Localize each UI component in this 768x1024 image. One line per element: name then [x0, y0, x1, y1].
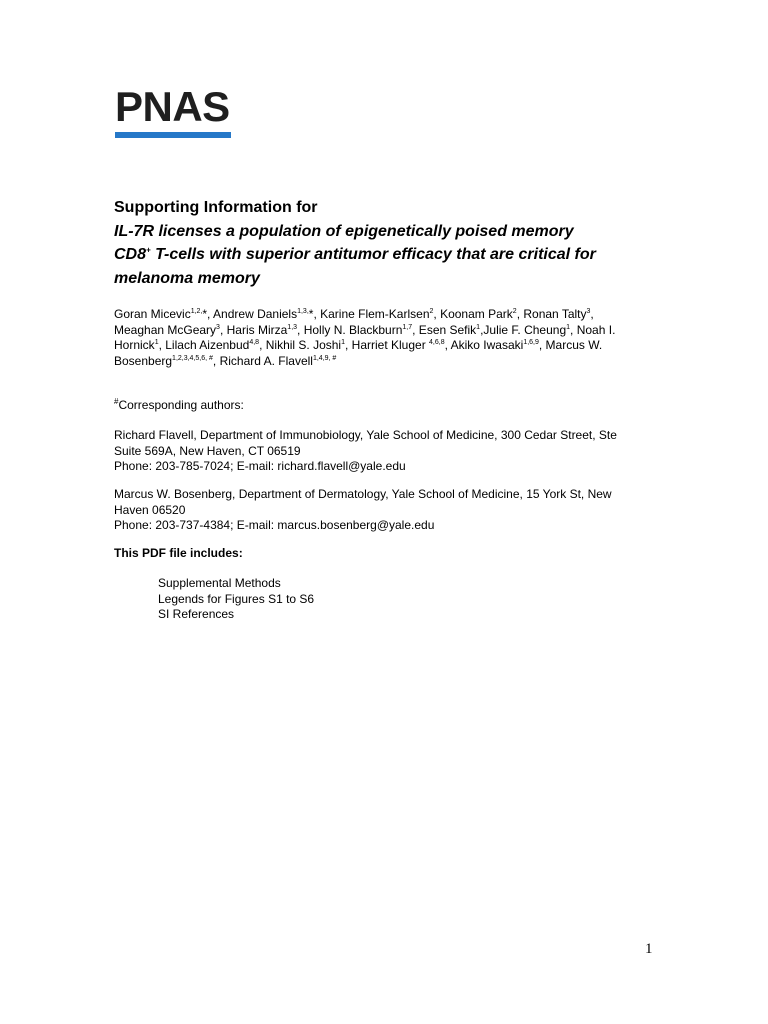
author-name: , Noah I.	[570, 322, 616, 337]
address-line: Phone: 203-785-7024; E-mail: richard.flavell@yale.edu	[114, 459, 406, 473]
address-line: Marcus W. Bosenberg, Department of Dermatology, Yale School of Medicine, 15 York St, New	[114, 487, 612, 501]
author-name: Meaghan McGeary	[114, 322, 217, 337]
title-heading: Supporting Information for	[114, 199, 318, 216]
address-line: Suite 569A, New Haven, CT 06519	[114, 443, 301, 458]
author-name: , Lilach Aizenbud	[158, 338, 250, 352]
author-line	[114, 338, 615, 354]
affiliation-superscript: 3	[216, 323, 220, 331]
page-number: 1	[645, 941, 653, 957]
hash-superscript: #	[114, 397, 119, 406]
affiliation-superscript: 1,6,9	[523, 339, 539, 346]
affiliation-superscript: 4,8	[249, 339, 260, 346]
includes-item: Supplemental Methods	[158, 576, 281, 590]
title-line-2: IL-7R licenses a population of epigenetically poised memory	[114, 222, 574, 240]
affiliation-superscript: 1,2,	[190, 308, 203, 315]
author-name: , Holly N. Blackburn	[297, 322, 403, 337]
affiliation-superscript: 1	[476, 323, 481, 331]
author-name: , Esen Sefik	[412, 322, 477, 337]
address-line: Richard Flavell, Department of Immunobiology, Yale School of Medicine, 300 Cedar Street, Ste	[114, 428, 617, 442]
affiliation-superscript: 1,7	[402, 323, 413, 331]
includes-item: SI References	[158, 607, 235, 621]
author-name: , Marcus W.	[538, 338, 603, 352]
logo-bar	[115, 132, 231, 138]
affiliation-superscript: 1	[154, 339, 159, 346]
corresponding-text: Corresponding authors:	[118, 398, 244, 412]
title-line-3	[114, 243, 674, 267]
affiliation-superscript: 4,6,8	[429, 339, 445, 346]
author-line	[114, 323, 615, 339]
title-cd8: CD8	[114, 246, 147, 264]
author-line	[114, 354, 615, 370]
author-name: *, Andrew Daniels	[202, 307, 298, 321]
title-line-3-rest: T-cells with superior antitumor efficacy that are critical for	[150, 246, 596, 264]
logo-text: PNAS	[115, 83, 230, 130]
affiliation-superscript: 1	[566, 323, 571, 331]
author-name: , Ronan Talty	[516, 307, 587, 321]
affiliation-superscript: 1,3,	[297, 308, 309, 315]
address-line: Haven 06520	[114, 502, 186, 517]
author-name: Hornick	[114, 338, 155, 352]
address-line: Phone: 203-737-4384; E-mail: marcus.bosenberg@yale.edu	[114, 518, 435, 532]
author-name: Goran Micevic	[114, 307, 191, 321]
author-list	[114, 307, 615, 369]
affiliation-superscript: 2	[512, 308, 517, 315]
author-name: , Nikhil S. Joshi	[259, 338, 342, 352]
affiliation-superscript: 1,4,9, #	[312, 354, 337, 362]
address-bosenberg	[114, 487, 612, 534]
affiliation-superscript: 3	[586, 308, 591, 315]
includes-item: Legends for Figures S1 to S6	[158, 591, 315, 606]
author-name: Bosenberg	[114, 353, 173, 368]
affiliation-superscript: 2	[429, 308, 434, 315]
author-name: ,	[590, 307, 594, 321]
includes-heading: This PDF file includes:	[114, 546, 243, 560]
author-name: , Richard A. Flavell	[212, 353, 313, 368]
author-name: , Koonam Park	[433, 307, 513, 321]
title-superscript: +	[146, 245, 151, 255]
author-name: ,Julie F. Cheung	[480, 322, 567, 337]
affiliation-superscript: 1,2,3,4,5,6, #	[172, 354, 213, 362]
author-name: , Akiko Iwasaki	[444, 338, 524, 352]
corresponding-authors-label	[114, 398, 244, 414]
author-name: , Haris Mirza	[219, 322, 288, 337]
title-line-4: melanoma memory	[114, 269, 260, 287]
author-line	[114, 307, 615, 323]
affiliation-superscript: 1	[341, 339, 345, 346]
affiliation-superscript: 1,3	[287, 323, 298, 331]
title-block	[114, 196, 674, 290]
pnas-logo	[115, 83, 231, 138]
address-flavell	[114, 428, 617, 475]
author-name: *, Karine Flem-Karlsen	[308, 307, 430, 321]
includes-list	[158, 576, 314, 623]
author-name: , Harriet Kluger	[345, 338, 430, 352]
